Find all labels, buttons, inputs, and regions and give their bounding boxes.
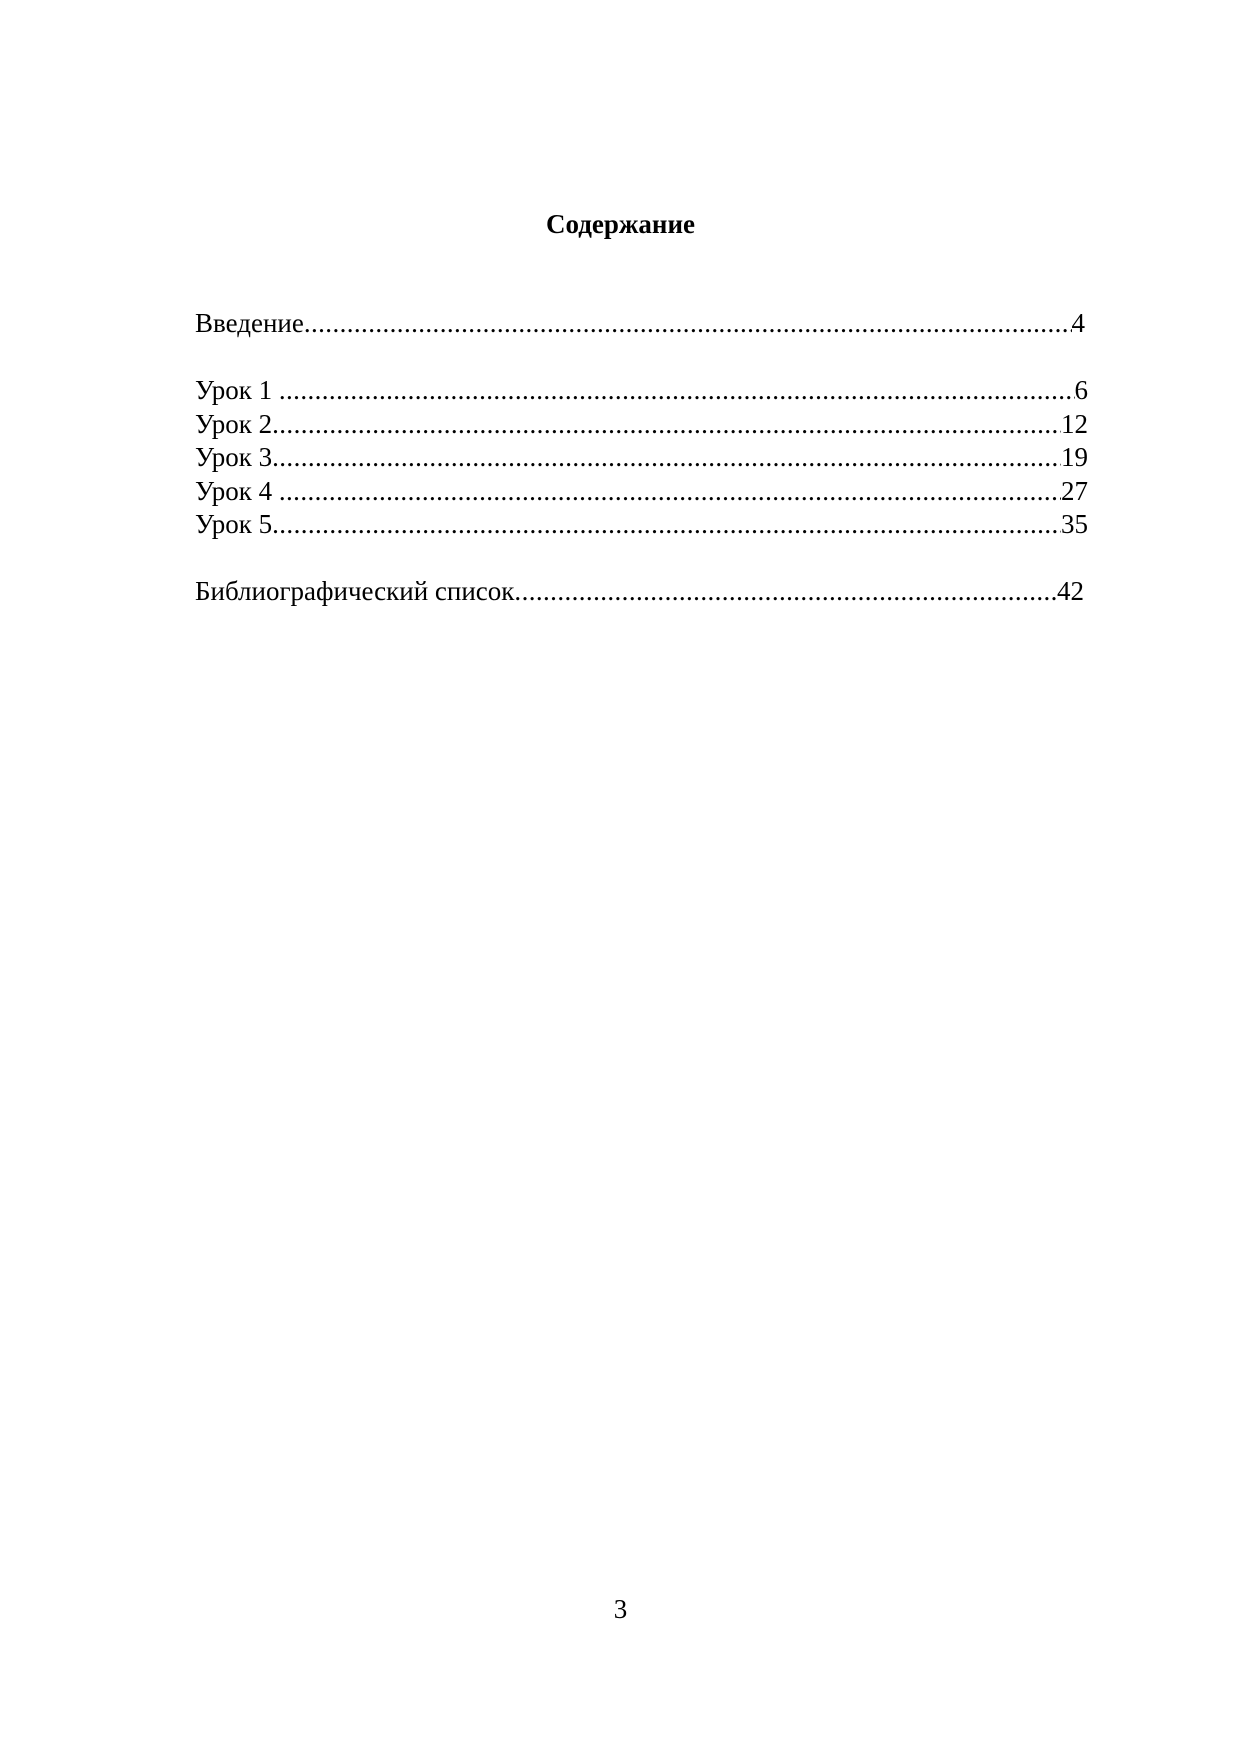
toc-entry-page: 12: [1061, 409, 1088, 439]
toc-entry-bibliography[interactable]: [195, 576, 1084, 610]
toc-entry-label: Урок 5: [195, 509, 273, 539]
toc-entry-lesson-4[interactable]: [195, 476, 1088, 510]
toc-dot-leader: [272, 509, 1061, 540]
toc-entry-page: 19: [1061, 442, 1088, 472]
toc-title: Содержание: [545, 209, 696, 239]
toc-entry-page: 6: [1074, 375, 1088, 405]
toc-entry-label: Библиографический список: [195, 576, 515, 606]
toc-entry-label: Урок 4: [195, 476, 279, 506]
toc-dot-leader: [279, 476, 1061, 507]
toc-entry-page: 42: [1057, 576, 1084, 606]
toc-entry-lesson-3[interactable]: [195, 442, 1088, 476]
toc-entry-label: Урок 3: [195, 442, 273, 472]
toc-entry-lesson-2[interactable]: [195, 409, 1088, 443]
toc-entry-page: 35: [1061, 509, 1088, 539]
toc-dot-leader: [514, 576, 1057, 607]
toc-entry-introduction[interactable]: [195, 308, 1085, 342]
toc-dot-leader: [304, 308, 1072, 339]
toc-entry-label: Урок 2: [195, 409, 273, 439]
toc-entry-label: Введение: [195, 308, 304, 338]
page-number: 3: [613, 1594, 628, 1624]
toc-dot-leader: [272, 409, 1061, 440]
toc-entry-lesson-5[interactable]: [195, 509, 1088, 543]
toc-entry-lesson-1[interactable]: [195, 375, 1088, 409]
toc-dot-leader: [272, 442, 1061, 473]
toc-entry-label: Урок 1: [195, 375, 279, 405]
toc-dot-leader: [279, 375, 1075, 406]
toc-entry-page: 27: [1061, 476, 1088, 506]
toc-entry-page: 4: [1071, 308, 1085, 338]
